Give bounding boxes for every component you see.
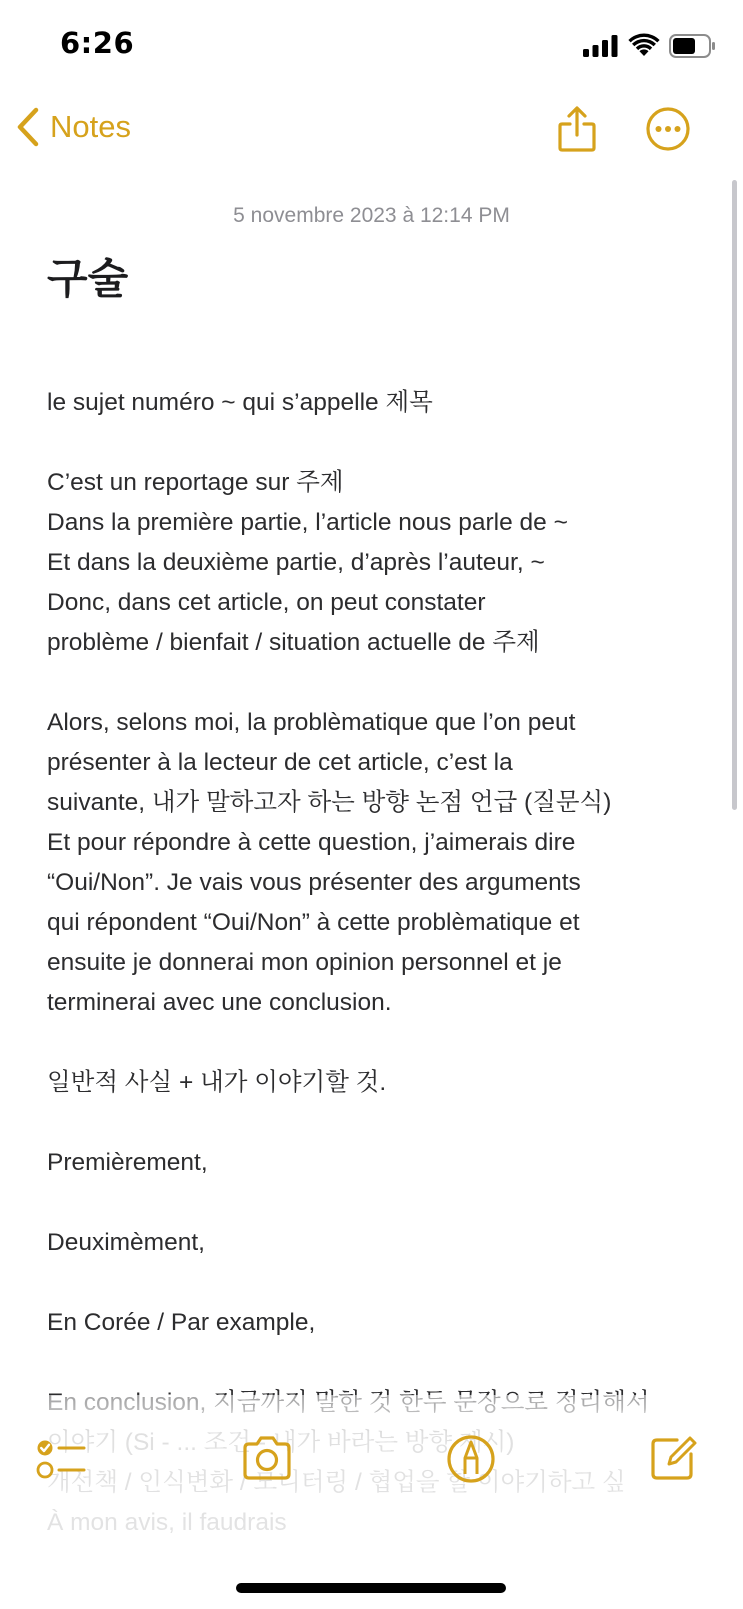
note-line — [47, 1023, 727, 1063]
note-line: Donc, dans cet article, on peut constater — [47, 589, 486, 616]
bottom-toolbar — [0, 1428, 743, 1498]
note-line — [47, 1103, 727, 1143]
note-line: En Corée / Par example, — [47, 1309, 316, 1336]
scroll-indicator[interactable] — [732, 180, 737, 810]
note-line: terminerai avec une conclusion. — [47, 989, 392, 1016]
note-line: ensuite je donnerai mon opinion personnel et je — [47, 949, 562, 976]
note-line — [47, 1263, 727, 1303]
note-line — [47, 423, 727, 463]
note-line: Deuximèment, — [47, 1229, 205, 1256]
home-indicator[interactable] — [236, 1583, 506, 1593]
chevron-left-icon — [14, 106, 42, 148]
note-line — [47, 663, 727, 703]
status-time: 6:26 — [60, 26, 135, 60]
note-title[interactable]: 구술 — [47, 254, 129, 303]
status-icons — [583, 34, 717, 58]
note-line: Dans la première partie, l’article nous parle de ~ — [47, 509, 568, 536]
nav-bar — [0, 92, 743, 172]
battery-icon — [669, 34, 717, 58]
wifi-icon — [629, 35, 659, 57]
markup-icon[interactable] — [441, 1428, 501, 1488]
compose-icon[interactable] — [643, 1428, 703, 1488]
note-line: présenter à la lecteur de cet article, c’est la — [47, 749, 513, 776]
back-label: Notes — [50, 109, 131, 144]
note-line: Alors, selons moi, la problèmatique que l’on peut — [47, 709, 576, 736]
note-line — [47, 1343, 727, 1383]
note-line: suivante, 내가 말하고자 하는 방향 논점 언급 (질문식) — [47, 789, 612, 816]
note-line: problème / bienfait / situation actuelle de 주제 — [47, 629, 540, 656]
back-button[interactable] — [14, 106, 131, 148]
note-date: 5 novembre 2023 à 12:14 PM — [233, 204, 510, 227]
more-icon[interactable] — [643, 104, 693, 154]
status-bar — [0, 0, 743, 92]
note-line: qui répondent “Oui/Non” à cette problèmatique et — [47, 909, 580, 936]
note-line: Et pour répondre à cette question, j’aimerais dire — [47, 829, 576, 856]
note-line: “Oui/Non”. Je vais vous présenter des arguments — [47, 869, 581, 896]
note-body[interactable] — [47, 383, 727, 1405]
cellular-signal-icon — [583, 35, 619, 57]
note-line — [47, 1183, 727, 1223]
note-line: Premièrement, — [47, 1149, 208, 1176]
share-icon[interactable] — [552, 104, 602, 154]
camera-icon[interactable] — [237, 1428, 297, 1488]
note-line: 일반적 사실 + 내가 이야기할 것. — [47, 1069, 387, 1096]
note-line: Et dans la deuxième partie, d’après l’auteur, ~ — [47, 549, 545, 576]
checklist-icon[interactable] — [32, 1428, 92, 1488]
note-line: C’est un reportage sur 주제 — [47, 469, 344, 496]
note-line: le sujet numéro ~ qui s’appelle 제목 — [47, 389, 433, 416]
